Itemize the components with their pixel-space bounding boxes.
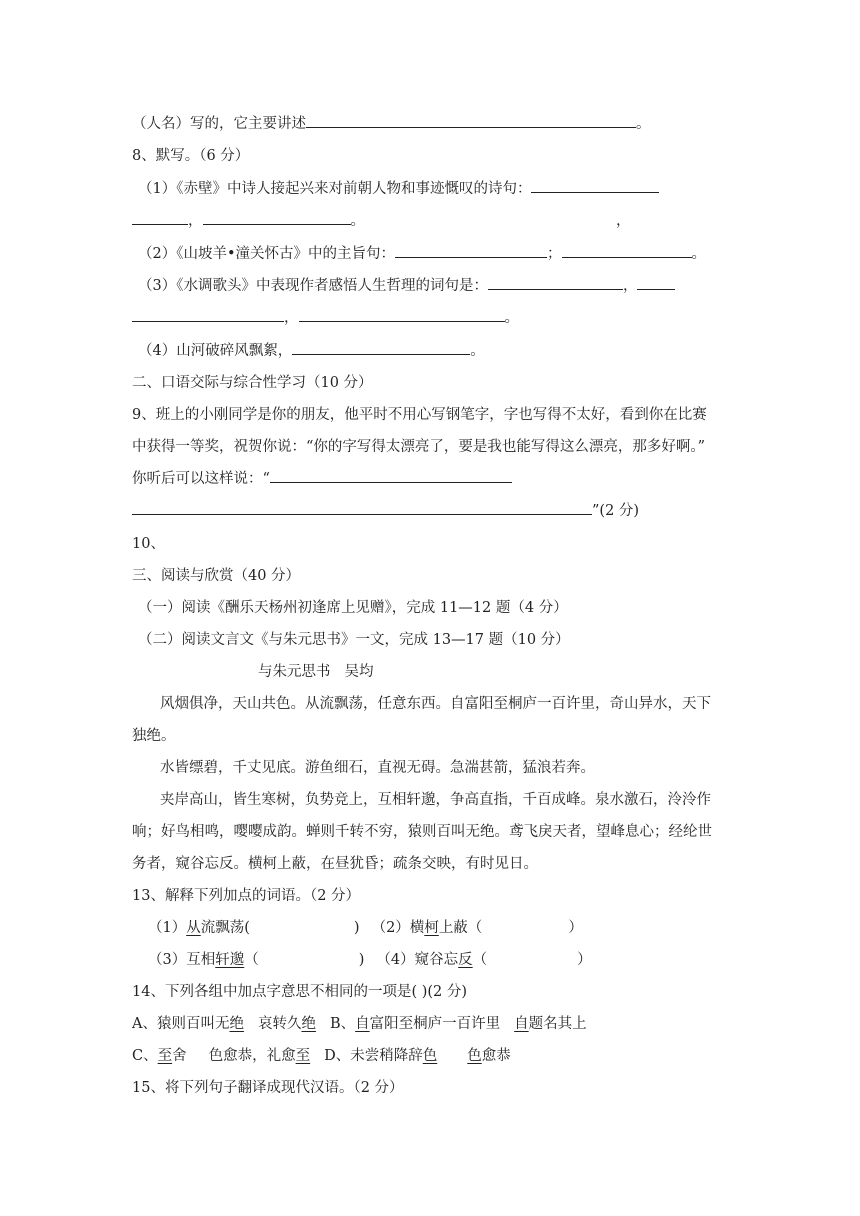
semicolon: ；	[547, 246, 562, 262]
q13-heading: 13、解释下列加点的词语。（2 分）	[132, 888, 361, 904]
option-a-text: 哀转久	[257, 1016, 302, 1032]
marked-char: 绝	[229, 1016, 244, 1032]
q9-line-3	[132, 468, 512, 490]
q14-heading: 14、下列各组中加点字意思不相同的一项是( )(2 分)	[132, 984, 468, 1000]
option-d-text: D、未尝稍降辞	[324, 1048, 423, 1064]
q8-item-2-text: （2）《山坡羊•潼关怀古》中的主旨句：	[138, 246, 396, 262]
answer-blank[interactable]	[203, 210, 351, 225]
q8-item-3	[138, 275, 675, 297]
section-2-heading: 二、口语交际与综合性学习（10 分）	[132, 375, 373, 391]
option-a-text: A、猿则百叫无	[132, 1016, 230, 1032]
q8-item-1-text: （1）《赤壁》中诗人接起兴来对前朝人物和事迹慨叹的诗句：	[138, 181, 532, 197]
paren: )	[358, 952, 365, 968]
q8-item-2	[138, 243, 706, 265]
answer-blank[interactable]	[395, 243, 547, 258]
marked-char: 自	[514, 1016, 529, 1032]
answer-blank[interactable]	[299, 307, 505, 322]
q8-item-1-cont	[132, 210, 365, 232]
q14-options-ab	[132, 1013, 587, 1035]
q9-line-4	[132, 500, 639, 522]
part-1-text: （一）阅读《酬乐天杨州初逢席上见赠》，完成 11—12 题（4 分）	[138, 600, 568, 616]
q9-prompt: 你听后可以这样说：“	[132, 471, 270, 487]
answer-blank[interactable]	[306, 113, 636, 128]
q9-line-2: 中获得一等奖，祝贺你说：“你的字写得太漂亮了，要是我也能写得这么漂亮，那多好啊。”	[132, 439, 706, 455]
passage-header	[258, 661, 374, 683]
marked-char: 反	[458, 952, 473, 968]
answer-blank[interactable]	[132, 307, 284, 322]
q8-item-4-text: （4）山河破碎风飘絮，	[138, 343, 293, 359]
item-label: （2）横	[371, 920, 425, 936]
q8-item-3-cont	[132, 307, 519, 329]
comma: ，	[188, 213, 203, 229]
q7-tail-line	[132, 113, 651, 135]
comma: ，	[622, 278, 638, 294]
paren: ）	[568, 920, 583, 936]
option-c-text: 色愈恭，礼愈	[208, 1048, 296, 1064]
passage-p1-line-2: 独绝。	[132, 728, 176, 744]
option-b-label: B、	[329, 1016, 356, 1032]
item-text: （	[472, 952, 488, 968]
q15-heading: 15、将下列句子翻译成现代汉语。（2 分）	[132, 1080, 404, 1096]
option-c-label: C、	[132, 1048, 158, 1064]
passage-p3-line-2: 响；好鸟相鸣，嘤嘤成韵。蝉则千转不穷，猿则百叫无绝。鸢飞戾天者，望峰息心；经纶世	[132, 824, 712, 840]
answer-blank[interactable]	[132, 210, 188, 225]
marked-char: 至	[157, 1048, 173, 1064]
q13-row-2	[148, 949, 592, 971]
stray-comma: ，	[616, 213, 631, 229]
passage-author: 吴均	[344, 664, 374, 680]
passage-title: 与朱元思书	[258, 664, 331, 680]
marked-char: 色	[467, 1048, 482, 1064]
option-b-text: 题名其上	[528, 1016, 587, 1032]
comma: ，	[284, 310, 299, 326]
period: 。	[636, 116, 651, 132]
passage-p2: 水皆缥碧，千丈见底。游鱼细石，直视无碍。急湍甚箭，猛浪若奔。	[160, 760, 595, 776]
answer-blank[interactable]	[292, 340, 470, 355]
passage-p3-line-3: 务者，窥谷忘反。横柯上蔽，在昼犹昏；疏条交映，有时见日。	[132, 856, 538, 872]
marked-char: 自	[355, 1016, 370, 1032]
marked-char: 至	[295, 1048, 311, 1064]
period: 。	[504, 310, 519, 326]
item-text: 上蔽（	[438, 920, 483, 936]
paren: ）	[577, 952, 592, 968]
q7-tail-text: （人名）写的，它主要讲述	[132, 116, 306, 132]
q14-options-cd	[132, 1045, 511, 1067]
section-3-heading: 三、阅读与欣赏（40 分）	[132, 568, 301, 584]
item-text: （	[244, 952, 259, 968]
part-2-text: （二）阅读文言文《与朱元思书》一文，完成 13—17 题（10 分）	[138, 632, 570, 648]
period: 。	[470, 343, 485, 359]
marked-char: 从	[186, 920, 201, 936]
item-label: （4）窥谷忘	[376, 952, 459, 968]
passage-p3-line-1: 夹岸高山，皆生寒树，负势竞上，互相轩邈，争高直指，千百成峰。泉水激石，泠泠作	[160, 792, 711, 808]
answer-blank[interactable]	[488, 275, 623, 290]
q9-line-1: 9、班上的小刚同学是你的朋友，他平时不用心写钢笔字，字也写得不太好，看到你在比赛	[132, 407, 707, 423]
q13-row-1	[148, 917, 583, 939]
option-b-text: 富阳至桐庐一百许里	[369, 1016, 501, 1032]
marked-char: 轩邈	[215, 952, 245, 968]
q8-heading: 8、默写。（6 分）	[132, 148, 250, 164]
marked-char: 色	[422, 1048, 438, 1064]
answer-blank[interactable]	[132, 500, 592, 515]
option-d-text: 愈恭	[481, 1048, 511, 1064]
q8-item-1	[138, 178, 659, 200]
q8-item-3-text: （3）《水调歌头》中表现作者感悟人生哲理的词句是：	[138, 278, 488, 294]
period: 。	[350, 213, 365, 229]
answer-blank[interactable]	[562, 243, 692, 258]
paren: )	[353, 920, 360, 936]
item-label: （1）	[148, 920, 187, 936]
q8-item-4	[138, 340, 485, 362]
marked-char: 绝	[301, 1016, 316, 1032]
q10-label: 10、	[132, 536, 165, 552]
answer-blank[interactable]	[637, 275, 675, 290]
period: 。	[691, 246, 707, 262]
q9-score: ”(2 分)	[592, 503, 640, 519]
item-label: （3）互相	[148, 952, 216, 968]
answer-blank[interactable]	[270, 468, 512, 483]
marked-char: 柯	[424, 920, 439, 936]
answer-blank[interactable]	[531, 178, 659, 193]
option-c-text: 舍	[172, 1048, 187, 1064]
passage-p1-line-1: 风烟俱净，天山共色。从流飘荡，任意东西。自富阳至桐庐一百许里，奇山异水，天下	[160, 696, 711, 712]
item-text: 流飘荡(	[200, 920, 250, 936]
